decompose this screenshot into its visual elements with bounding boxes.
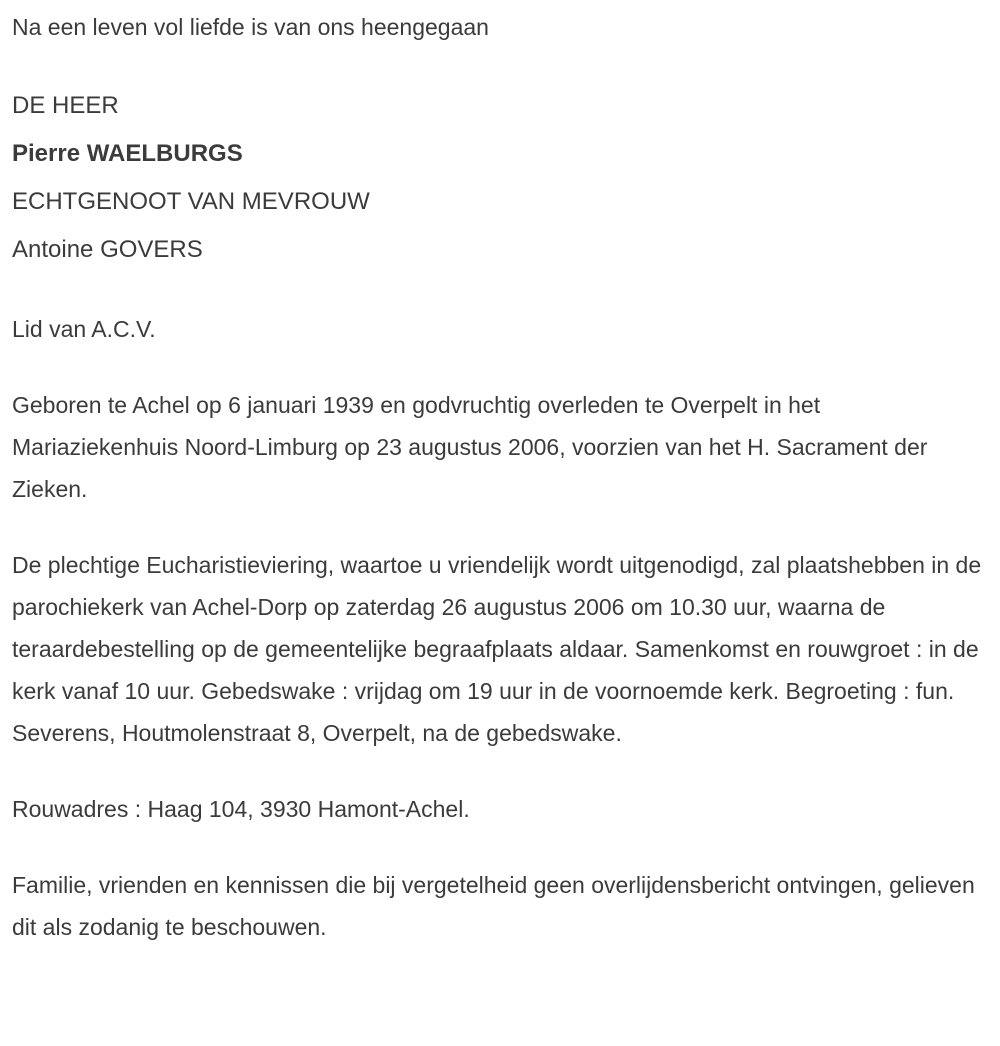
ceremony-paragraph: De plechtige Eucharistieviering, waartoe u vriendelijk wordt uitgenodigd, zal plaatshebben in de parochiekerk van Achel-Dorp op zaterdag 26 augustus 2006 om 10.30 uur, waarna de teraardebestelling op de gemeentelijke begraafplaats aldaar. Samenkomst en rouwgroet : in de kerk vanaf 10 uur. Gebedswake : vrijdag om 19 uur in de voornoemde kerk. Begroeting : fun. Severens, Houtmolenstraat 8, Overpelt, na de gebedswake. bbox=[12, 552, 982, 746]
deceased-name: Pierre WAELBURGS bbox=[12, 140, 243, 167]
spouse-relation: ECHTGENOOT VAN MEVROUW bbox=[12, 188, 370, 215]
opening-line: Na een leven vol liefde is van ons heengegaan bbox=[12, 14, 489, 40]
membership-line: Lid van A.C.V. bbox=[12, 316, 156, 342]
closing-paragraph: Familie, vrienden en kennissen die bij vergetelheid geen overlijdensbericht ontvingen, gelieven dit als zodanig te beschouwen. bbox=[12, 872, 975, 940]
spouse-name: Antoine GOVERS bbox=[12, 236, 203, 263]
mourning-address: Rouwadres : Haag 104, 3930 Hamont-Achel. bbox=[12, 796, 470, 822]
deceased-header bbox=[12, 82, 986, 274]
salutation: DE HEER bbox=[12, 92, 119, 119]
birth-death-paragraph: Geboren te Achel op 6 januari 1939 en godvruchtig overleden te Overpelt in het Mariaziekenhuis Noord-Limburg op 23 augustus 2006, voorzien van het H. Sacrament der Zieken. bbox=[12, 392, 928, 502]
